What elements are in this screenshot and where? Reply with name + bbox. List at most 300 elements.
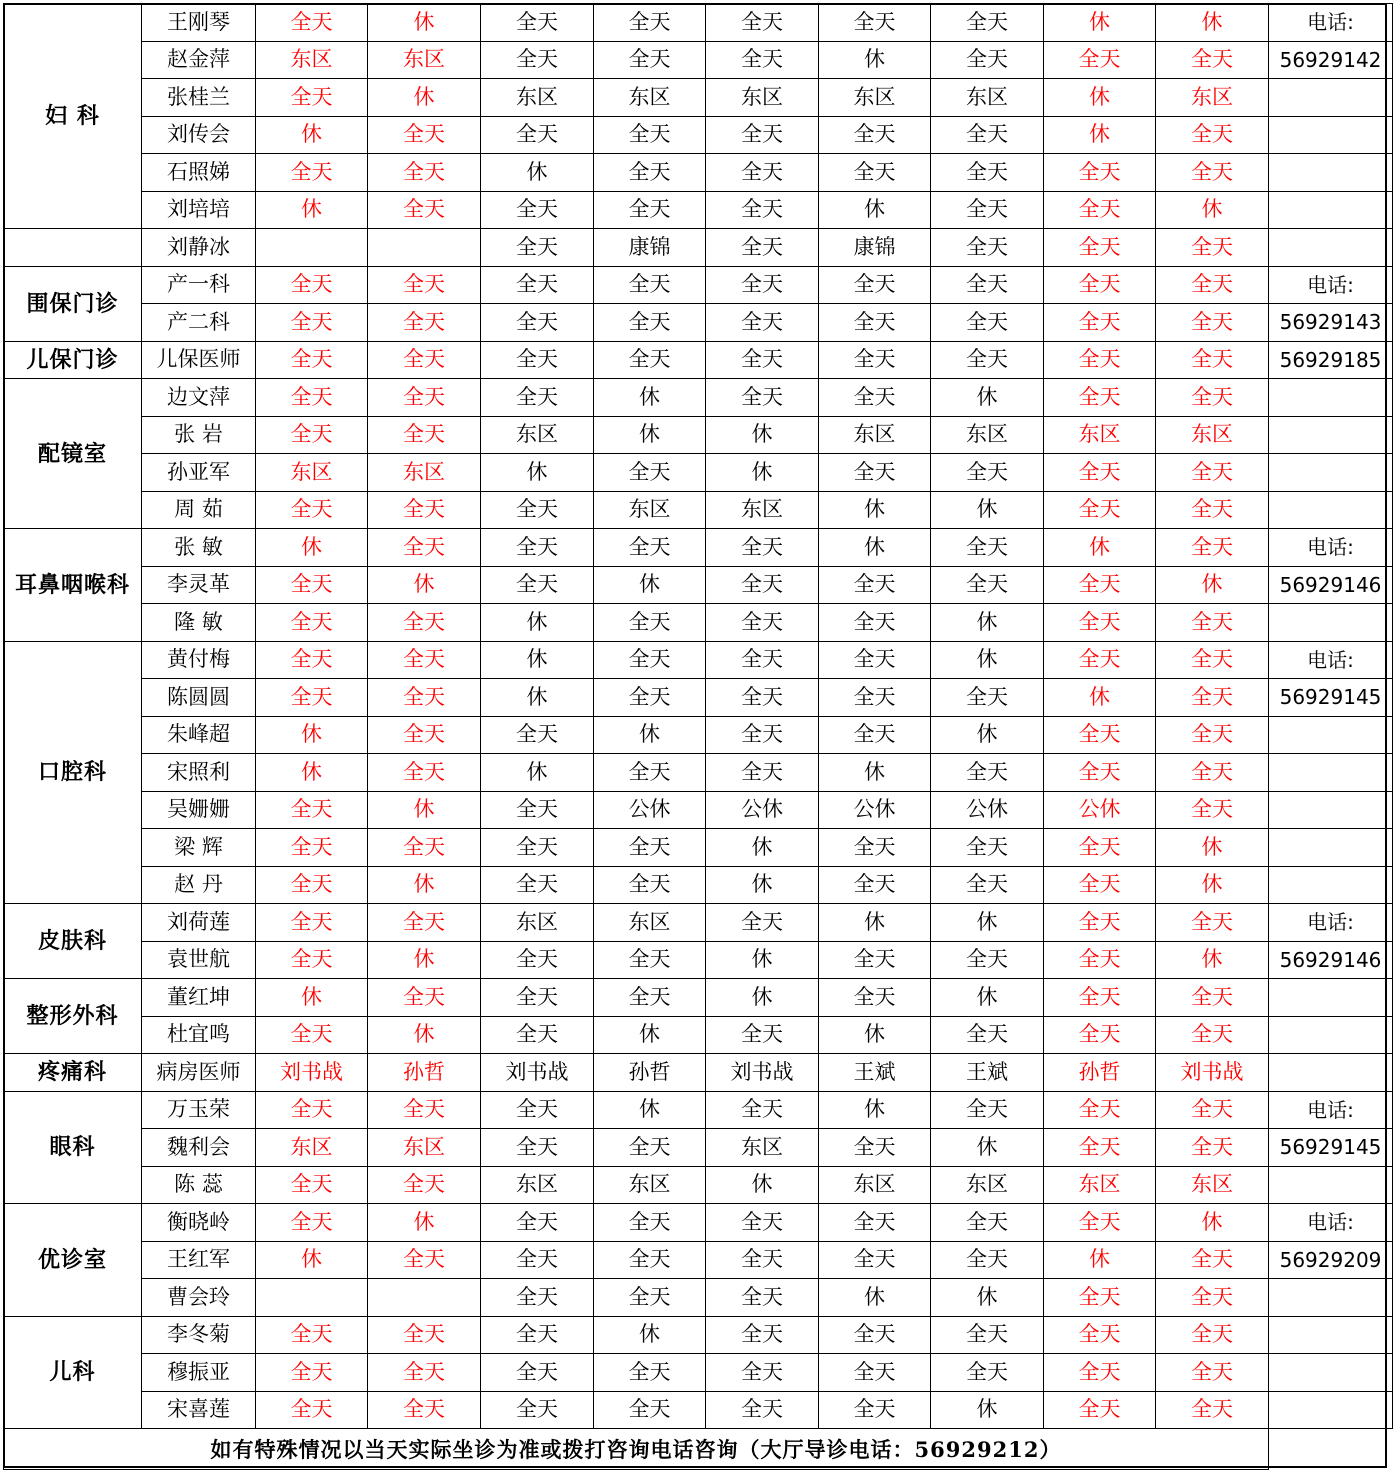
shift-cell: 全天 bbox=[1044, 341, 1156, 379]
shift-cell: 全天 bbox=[931, 866, 1044, 904]
shift-cell: 全天 bbox=[256, 304, 368, 342]
shift-cell: 全天 bbox=[1044, 191, 1156, 229]
schedule-row bbox=[4, 191, 1393, 229]
doctor-name: 黄付梅 bbox=[142, 641, 256, 679]
doctor-name: 宋喜莲 bbox=[142, 1391, 256, 1429]
department-label: 皮肤科 bbox=[4, 904, 142, 979]
shift-cell: 全天 bbox=[256, 1316, 368, 1354]
doctor-name: 王红军 bbox=[142, 1241, 256, 1279]
shift-cell: 全天 bbox=[481, 1316, 594, 1354]
shift-cell: 全天 bbox=[594, 754, 706, 792]
phone-cell bbox=[1269, 1354, 1393, 1392]
shift-cell: 休 bbox=[594, 416, 706, 454]
doctor-name: 穆振亚 bbox=[142, 1354, 256, 1392]
schedule-row bbox=[4, 1091, 1393, 1129]
schedule-row bbox=[4, 116, 1393, 154]
shift-cell: 全天 bbox=[1044, 154, 1156, 192]
shift-cell: 休 bbox=[368, 1204, 481, 1242]
shift-cell: 全天 bbox=[819, 1354, 931, 1392]
phone-cell bbox=[1269, 979, 1393, 1017]
shift-cell: 全天 bbox=[819, 154, 931, 192]
phone-cell: 56929143 bbox=[1269, 304, 1393, 342]
shift-cell: 全天 bbox=[481, 979, 594, 1017]
phone-cell bbox=[1269, 154, 1393, 192]
shift-cell: 全天 bbox=[594, 41, 706, 79]
phone-cell bbox=[1269, 829, 1393, 867]
shift-cell: 全天 bbox=[256, 904, 368, 942]
schedule-row bbox=[4, 829, 1393, 867]
shift-cell: 全天 bbox=[368, 379, 481, 417]
shift-cell: 全天 bbox=[481, 716, 594, 754]
shift-cell: 休 bbox=[706, 1166, 819, 1204]
shift-cell: 全天 bbox=[256, 154, 368, 192]
shift-cell: 全天 bbox=[706, 341, 819, 379]
doctor-name: 杜宜鸣 bbox=[142, 1016, 256, 1054]
shift-cell bbox=[256, 1279, 368, 1317]
shift-cell: 全天 bbox=[931, 679, 1044, 717]
shift-cell: 全天 bbox=[481, 379, 594, 417]
shift-cell: 全天 bbox=[931, 941, 1044, 979]
shift-cell: 全天 bbox=[931, 1091, 1044, 1129]
shift-cell: 休 bbox=[481, 641, 594, 679]
department-label: 儿保门诊 bbox=[4, 341, 142, 379]
shift-cell bbox=[368, 1279, 481, 1317]
schedule-row bbox=[4, 1354, 1393, 1392]
shift-cell: 休 bbox=[706, 416, 819, 454]
schedule-row bbox=[4, 41, 1393, 79]
shift-cell: 东区 bbox=[368, 41, 481, 79]
shift-cell: 全天 bbox=[706, 1204, 819, 1242]
shift-cell: 公休 bbox=[594, 791, 706, 829]
shift-cell: 全天 bbox=[594, 116, 706, 154]
phone-cell: 56929146 bbox=[1269, 566, 1393, 604]
shift-cell: 全天 bbox=[706, 1091, 819, 1129]
doctor-name: 刘培培 bbox=[142, 191, 256, 229]
schedule-row bbox=[4, 154, 1393, 192]
shift-cell: 休 bbox=[481, 754, 594, 792]
shift-cell: 休 bbox=[594, 716, 706, 754]
shift-cell: 东区 bbox=[706, 491, 819, 529]
shift-cell: 全天 bbox=[256, 491, 368, 529]
doctor-name: 赵金萍 bbox=[142, 41, 256, 79]
shift-cell bbox=[368, 229, 481, 267]
shift-cell: 休 bbox=[931, 716, 1044, 754]
shift-cell: 全天 bbox=[706, 1316, 819, 1354]
shift-cell: 休 bbox=[1156, 191, 1269, 229]
shift-cell: 全天 bbox=[1044, 716, 1156, 754]
doctor-name: 董红坤 bbox=[142, 979, 256, 1017]
shift-cell: 全天 bbox=[481, 1129, 594, 1167]
shift-cell: 全天 bbox=[706, 1016, 819, 1054]
shift-cell: 全天 bbox=[819, 266, 931, 304]
schedule-row bbox=[4, 1016, 1393, 1054]
schedule-row bbox=[4, 1241, 1393, 1279]
shift-cell: 休 bbox=[931, 491, 1044, 529]
shift-cell: 公休 bbox=[706, 791, 819, 829]
shift-cell: 全天 bbox=[594, 529, 706, 567]
shift-cell: 全天 bbox=[481, 491, 594, 529]
shift-cell: 休 bbox=[368, 4, 481, 42]
shift-cell: 全天 bbox=[481, 941, 594, 979]
shift-cell: 休 bbox=[481, 154, 594, 192]
department-label: 围保门诊 bbox=[4, 266, 142, 341]
shift-cell: 东区 bbox=[931, 79, 1044, 117]
shift-cell: 全天 bbox=[819, 941, 931, 979]
shift-cell: 全天 bbox=[706, 116, 819, 154]
shift-cell: 休 bbox=[594, 1316, 706, 1354]
shift-cell: 全天 bbox=[256, 604, 368, 642]
phone-cell bbox=[1269, 116, 1393, 154]
schedule-row bbox=[4, 454, 1393, 492]
schedule-row bbox=[4, 266, 1393, 304]
shift-cell: 东区 bbox=[256, 41, 368, 79]
shift-cell: 东区 bbox=[706, 79, 819, 117]
shift-cell: 全天 bbox=[481, 191, 594, 229]
shift-cell: 全天 bbox=[931, 1204, 1044, 1242]
shift-cell: 全天 bbox=[594, 1279, 706, 1317]
shift-cell: 全天 bbox=[706, 1391, 819, 1429]
doctor-name: 朱峰超 bbox=[142, 716, 256, 754]
shift-cell: 全天 bbox=[594, 679, 706, 717]
shift-cell: 全天 bbox=[368, 341, 481, 379]
shift-cell: 休 bbox=[819, 41, 931, 79]
schedule-row bbox=[4, 791, 1393, 829]
shift-cell: 东区 bbox=[594, 79, 706, 117]
shift-cell: 全天 bbox=[368, 641, 481, 679]
shift-cell: 全天 bbox=[368, 266, 481, 304]
schedule-row bbox=[4, 641, 1393, 679]
shift-cell: 全天 bbox=[819, 866, 931, 904]
doctor-name: 产二科 bbox=[142, 304, 256, 342]
shift-cell: 全天 bbox=[1156, 716, 1269, 754]
doctor-name: 王刚琴 bbox=[142, 4, 256, 42]
shift-cell: 全天 bbox=[706, 4, 819, 42]
doctor-name: 石照娣 bbox=[142, 154, 256, 192]
doctor-name: 陈圆圆 bbox=[142, 679, 256, 717]
schedule-row bbox=[4, 679, 1393, 717]
shift-cell: 全天 bbox=[931, 1241, 1044, 1279]
shift-cell: 全天 bbox=[1044, 829, 1156, 867]
shift-cell: 全天 bbox=[819, 1241, 931, 1279]
shift-cell: 全天 bbox=[256, 4, 368, 42]
schedule-row bbox=[4, 491, 1393, 529]
shift-cell: 休 bbox=[931, 641, 1044, 679]
shift-cell: 全天 bbox=[819, 641, 931, 679]
shift-cell: 休 bbox=[1156, 566, 1269, 604]
shift-cell: 孙哲 bbox=[594, 1054, 706, 1092]
shift-cell: 全天 bbox=[706, 154, 819, 192]
shift-cell: 东区 bbox=[931, 1166, 1044, 1204]
phone-cell bbox=[1269, 416, 1393, 454]
shift-cell: 全天 bbox=[256, 341, 368, 379]
phone-cell: 电话: bbox=[1269, 529, 1393, 567]
phone-cell: 56929185 bbox=[1269, 341, 1393, 379]
shift-cell: 全天 bbox=[1156, 379, 1269, 417]
schedule-row bbox=[4, 379, 1393, 417]
shift-cell: 全天 bbox=[706, 266, 819, 304]
doctor-name: 病房医师 bbox=[142, 1054, 256, 1092]
shift-cell: 刘书战 bbox=[481, 1054, 594, 1092]
shift-cell: 休 bbox=[481, 679, 594, 717]
schedule-row bbox=[4, 529, 1393, 567]
shift-cell: 全天 bbox=[481, 1016, 594, 1054]
shift-cell: 全天 bbox=[1156, 116, 1269, 154]
shift-cell: 休 bbox=[594, 379, 706, 417]
shift-cell: 全天 bbox=[1044, 266, 1156, 304]
phone-cell bbox=[1269, 754, 1393, 792]
shift-cell: 全天 bbox=[368, 154, 481, 192]
shift-cell: 全天 bbox=[594, 266, 706, 304]
shift-cell: 全天 bbox=[1156, 791, 1269, 829]
shift-cell: 休 bbox=[706, 941, 819, 979]
schedule-row bbox=[4, 304, 1393, 342]
shift-cell: 休 bbox=[931, 1129, 1044, 1167]
phone-cell: 56929145 bbox=[1269, 1129, 1393, 1167]
department-label: 疼痛科 bbox=[4, 1054, 142, 1092]
shift-cell: 全天 bbox=[706, 529, 819, 567]
shift-cell: 东区 bbox=[1156, 416, 1269, 454]
shift-cell: 全天 bbox=[368, 679, 481, 717]
phone-cell: 电话: bbox=[1269, 266, 1393, 304]
shift-cell: 公休 bbox=[819, 791, 931, 829]
doctor-name: 赵 丹 bbox=[142, 866, 256, 904]
shift-cell: 全天 bbox=[481, 4, 594, 42]
shift-cell: 休 bbox=[594, 566, 706, 604]
phone-cell: 56929142 bbox=[1269, 41, 1393, 79]
shift-cell: 东区 bbox=[1044, 416, 1156, 454]
shift-cell: 全天 bbox=[481, 791, 594, 829]
shift-cell: 东区 bbox=[481, 1166, 594, 1204]
shift-cell: 休 bbox=[931, 904, 1044, 942]
shift-cell: 全天 bbox=[368, 529, 481, 567]
shift-cell: 全天 bbox=[481, 1091, 594, 1129]
shift-cell: 全天 bbox=[819, 116, 931, 154]
shift-cell: 公休 bbox=[931, 791, 1044, 829]
shift-cell: 全天 bbox=[819, 1204, 931, 1242]
shift-cell: 全天 bbox=[1044, 1204, 1156, 1242]
shift-cell: 全天 bbox=[819, 1129, 931, 1167]
shift-cell: 东区 bbox=[594, 1166, 706, 1204]
phone-cell bbox=[1269, 604, 1393, 642]
shift-cell: 全天 bbox=[1156, 1016, 1269, 1054]
shift-cell: 休 bbox=[368, 566, 481, 604]
phone-cell bbox=[1269, 1016, 1393, 1054]
shift-cell: 休 bbox=[931, 1279, 1044, 1317]
shift-cell: 全天 bbox=[594, 191, 706, 229]
shift-cell: 休 bbox=[1044, 529, 1156, 567]
shift-cell: 全天 bbox=[256, 829, 368, 867]
phone-cell: 56929146 bbox=[1269, 941, 1393, 979]
shift-cell: 全天 bbox=[1156, 229, 1269, 267]
shift-cell: 全天 bbox=[931, 829, 1044, 867]
schedule-row bbox=[4, 716, 1393, 754]
shift-cell: 全天 bbox=[1156, 266, 1269, 304]
shift-cell: 康锦 bbox=[594, 229, 706, 267]
shift-cell: 休 bbox=[819, 1016, 931, 1054]
doctor-name: 陈 蕊 bbox=[142, 1166, 256, 1204]
shift-cell: 全天 bbox=[256, 1016, 368, 1054]
shift-cell: 全天 bbox=[368, 1166, 481, 1204]
shift-cell: 休 bbox=[256, 1241, 368, 1279]
shift-cell: 全天 bbox=[1044, 229, 1156, 267]
shift-cell: 全天 bbox=[1156, 679, 1269, 717]
shift-cell: 全天 bbox=[706, 904, 819, 942]
shift-cell: 全天 bbox=[1156, 41, 1269, 79]
shift-cell: 休 bbox=[256, 529, 368, 567]
shift-cell: 全天 bbox=[1044, 941, 1156, 979]
schedule-row bbox=[4, 229, 1393, 267]
shift-cell: 全天 bbox=[1156, 454, 1269, 492]
shift-cell: 全天 bbox=[481, 116, 594, 154]
shift-cell: 休 bbox=[1044, 116, 1156, 154]
shift-cell: 东区 bbox=[256, 1129, 368, 1167]
doctor-name: 孙亚军 bbox=[142, 454, 256, 492]
shift-cell: 全天 bbox=[368, 116, 481, 154]
shift-cell: 休 bbox=[819, 1091, 931, 1129]
department-label: 口腔科 bbox=[4, 641, 142, 904]
shift-cell: 全天 bbox=[594, 829, 706, 867]
doctor-name: 李冬菊 bbox=[142, 1316, 256, 1354]
shift-cell: 全天 bbox=[1044, 304, 1156, 342]
department-label: 配镜室 bbox=[4, 379, 142, 529]
schedule-row bbox=[4, 1166, 1393, 1204]
shift-cell: 全天 bbox=[594, 604, 706, 642]
shift-cell: 全天 bbox=[1044, 379, 1156, 417]
phone-cell: 电话: bbox=[1269, 641, 1393, 679]
shift-cell: 全天 bbox=[931, 41, 1044, 79]
doctor-name: 张 岩 bbox=[142, 416, 256, 454]
shift-cell: 全天 bbox=[1156, 1391, 1269, 1429]
shift-cell: 东区 bbox=[368, 1129, 481, 1167]
shift-cell: 全天 bbox=[1044, 866, 1156, 904]
schedule-row bbox=[4, 416, 1393, 454]
shift-cell: 全天 bbox=[706, 754, 819, 792]
schedule-row bbox=[4, 566, 1393, 604]
schedule-row bbox=[4, 1204, 1393, 1242]
shift-cell: 全天 bbox=[594, 1354, 706, 1392]
shift-cell: 全天 bbox=[481, 229, 594, 267]
shift-cell: 全天 bbox=[931, 1016, 1044, 1054]
shift-cell: 全天 bbox=[256, 566, 368, 604]
phone-cell bbox=[1269, 491, 1393, 529]
shift-cell: 全天 bbox=[819, 829, 931, 867]
schedule-row bbox=[4, 866, 1393, 904]
shift-cell: 休 bbox=[1156, 1204, 1269, 1242]
shift-cell: 全天 bbox=[256, 416, 368, 454]
shift-cell: 休 bbox=[819, 491, 931, 529]
shift-cell: 全天 bbox=[594, 1129, 706, 1167]
shift-cell: 东区 bbox=[706, 1129, 819, 1167]
schedule-row bbox=[4, 604, 1393, 642]
footer-note: 如有特殊情况以当天实际坐诊为准或拨打咨询电话咨询（大厅导诊电话：56929212） bbox=[4, 1429, 1269, 1470]
shift-cell: 全天 bbox=[1044, 1316, 1156, 1354]
shift-cell: 全天 bbox=[594, 454, 706, 492]
shift-cell: 康锦 bbox=[819, 229, 931, 267]
shift-cell: 刘书战 bbox=[256, 1054, 368, 1092]
shift-cell: 全天 bbox=[1044, 1279, 1156, 1317]
doctor-name: 梁 辉 bbox=[142, 829, 256, 867]
shift-cell: 全天 bbox=[481, 829, 594, 867]
shift-cell: 全天 bbox=[1156, 904, 1269, 942]
shift-cell: 全天 bbox=[256, 1391, 368, 1429]
shift-cell: 东区 bbox=[819, 1166, 931, 1204]
shift-cell: 休 bbox=[1044, 679, 1156, 717]
phone-cell bbox=[1269, 79, 1393, 117]
shift-cell: 全天 bbox=[1156, 491, 1269, 529]
shift-cell: 全天 bbox=[368, 979, 481, 1017]
shift-cell: 全天 bbox=[706, 679, 819, 717]
doctor-name: 张桂兰 bbox=[142, 79, 256, 117]
shift-cell: 全天 bbox=[1044, 1016, 1156, 1054]
phone-cell bbox=[1269, 1391, 1393, 1429]
shift-cell: 休 bbox=[706, 829, 819, 867]
shift-cell: 东区 bbox=[256, 454, 368, 492]
doctor-name: 儿保医师 bbox=[142, 341, 256, 379]
phone-cell bbox=[1269, 866, 1393, 904]
shift-cell: 全天 bbox=[594, 941, 706, 979]
shift-cell: 休 bbox=[256, 754, 368, 792]
shift-cell: 全天 bbox=[931, 454, 1044, 492]
shift-cell: 休 bbox=[594, 1016, 706, 1054]
department-label: 眼科 bbox=[4, 1091, 142, 1204]
shift-cell: 全天 bbox=[594, 866, 706, 904]
shift-cell: 全天 bbox=[1044, 641, 1156, 679]
shift-cell: 全天 bbox=[1044, 979, 1156, 1017]
shift-cell: 全天 bbox=[1156, 1241, 1269, 1279]
doctor-name: 曹会玲 bbox=[142, 1279, 256, 1317]
shift-cell: 休 bbox=[368, 791, 481, 829]
shift-cell: 全天 bbox=[1044, 1091, 1156, 1129]
shift-cell: 全天 bbox=[931, 754, 1044, 792]
shift-cell: 全天 bbox=[1044, 1129, 1156, 1167]
shift-cell: 全天 bbox=[819, 1391, 931, 1429]
shift-cell: 全天 bbox=[931, 1316, 1044, 1354]
schedule-row bbox=[4, 904, 1393, 942]
shift-cell: 全天 bbox=[368, 1091, 481, 1129]
phone-cell bbox=[1269, 791, 1393, 829]
shift-cell: 全天 bbox=[819, 679, 931, 717]
shift-cell: 休 bbox=[368, 866, 481, 904]
shift-cell: 休 bbox=[819, 904, 931, 942]
shift-cell: 全天 bbox=[368, 1241, 481, 1279]
doctor-name: 李灵革 bbox=[142, 566, 256, 604]
shift-cell: 全天 bbox=[1044, 904, 1156, 942]
shift-cell: 东区 bbox=[594, 904, 706, 942]
shift-cell: 东区 bbox=[1156, 79, 1269, 117]
shift-cell: 全天 bbox=[368, 829, 481, 867]
shift-cell: 全天 bbox=[706, 191, 819, 229]
shift-cell: 休 bbox=[819, 529, 931, 567]
shift-cell: 全天 bbox=[256, 1166, 368, 1204]
shift-cell: 休 bbox=[819, 191, 931, 229]
shift-cell: 休 bbox=[368, 1016, 481, 1054]
shift-cell: 全天 bbox=[706, 379, 819, 417]
shift-cell: 全天 bbox=[481, 266, 594, 304]
shift-cell: 休 bbox=[1044, 1241, 1156, 1279]
shift-cell: 休 bbox=[481, 604, 594, 642]
shift-cell: 全天 bbox=[819, 979, 931, 1017]
shift-cell: 休 bbox=[256, 979, 368, 1017]
shift-cell: 全天 bbox=[481, 41, 594, 79]
shift-cell: 东区 bbox=[819, 79, 931, 117]
schedule-row bbox=[4, 979, 1393, 1017]
shift-cell: 全天 bbox=[368, 904, 481, 942]
phone-cell bbox=[1269, 379, 1393, 417]
shift-cell: 全天 bbox=[1156, 304, 1269, 342]
shift-cell: 全天 bbox=[706, 604, 819, 642]
shift-cell: 休 bbox=[1156, 4, 1269, 42]
shift-cell: 全天 bbox=[1156, 754, 1269, 792]
